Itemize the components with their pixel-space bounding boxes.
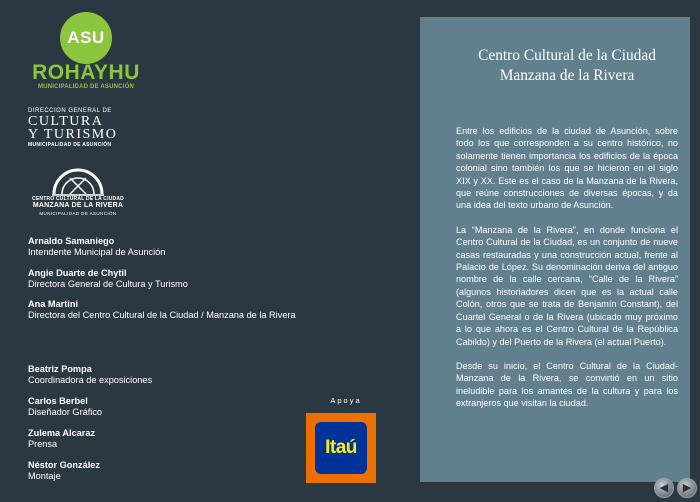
- panel-paragraph: Entre los edificios de la ciudad de Asunción, sobre todo los que corresponden a su centro histórico, no solamente tienen importancia los edificios de la época colonial sino también los que se hicieron en el siglo XIX y XX. Este es el caso de la Manzana de la Rivera, que reúne construcciones de diversas épocas, y da una idea del texto urbano de Asunción.: [456, 126, 678, 211]
- credit-entry: [28, 396, 102, 419]
- credit-entry: [28, 268, 188, 291]
- credit-role: Montaje: [28, 471, 61, 482]
- centro-cultural-logo: [28, 166, 128, 216]
- centro-logo-line3: MUNICIPALIDAD DE ASUNCIÓN: [39, 211, 117, 216]
- itau-logo-text: Itaú: [325, 437, 357, 458]
- panel-paragraph: La “Manzana de la Rivera”, en donde funciona el Centro Cultural de la Ciudad, es un conjunto de nueve casas restauradas y una construcción actual, frente al Palacio de López. Su denominación deriva del antiguo nombre de la calle cercana, “Calle de la Rivera” (algunos historiadores dicen que es la actual calle Colón, otros que se trata de Benjamín Constant), del Cuartel General o de la Rivera (ubicado muy próximo a lo que ahora es el Centro Cultural de la República Cabildo) y del Puerto de la Rivera (el actual Puerto).: [456, 224, 678, 347]
- info-panel: [420, 17, 690, 482]
- cultura-logo-line1: DIRECCION GENERAL DE: [28, 108, 112, 114]
- credit-name: Arnaldo Samaniego: [28, 236, 115, 246]
- asu-logo-word: ROHAYHU: [32, 61, 140, 84]
- panel-title: [420, 46, 700, 86]
- credit-name: Néstor González: [28, 460, 100, 470]
- centro-logo-line2: MANZANA DE LA RIVERA: [32, 202, 124, 209]
- asu-circle-badge: [60, 12, 112, 64]
- credit-role: Directora del Centro Cultural de la Ciudad / Manzana de la Rivera: [28, 310, 296, 321]
- next-page-button[interactable]: [677, 478, 697, 498]
- asu-logo-subtitle: MUNICIPALIDAD DE ASUNCIÓN: [38, 84, 134, 90]
- credit-role: Intendente Municipal de Asunción: [28, 247, 166, 258]
- sponsor-label: Apoya: [330, 396, 362, 405]
- panel-title-line2: Manzana de la Rivera: [499, 67, 635, 84]
- cultura-logo-line4: MUNICIPALIDAD DE ASUNCIÓN: [28, 142, 112, 148]
- credit-entry: [28, 460, 100, 483]
- arrow-right-icon: ▶: [682, 481, 692, 494]
- credit-name: Ana Martini: [28, 299, 79, 309]
- panel-body: [456, 125, 678, 422]
- credit-role: Coordinadora de exposiciones: [28, 375, 153, 386]
- credit-entry: [28, 364, 152, 387]
- cultura-logo-line2: CULTURA: [28, 114, 104, 129]
- credit-name: Carlos Berbel: [28, 396, 88, 406]
- credit-role: Directora General de Cultura y Turismo: [28, 279, 188, 290]
- cultura-turismo-logo: [28, 108, 128, 150]
- panel-paragraph: Desde su inicio, el Centro Cultural de la Ciudad-Manzana de la Rivera, se convirtió en un sitio ineludible para los amantes de la cultura y para los extranjeros que visitan la ciudad.: [456, 360, 678, 409]
- asu-circle-text: ASU: [67, 28, 105, 47]
- credit-entry: [28, 236, 165, 259]
- credit-name: Angie Duarte de Chytil: [28, 268, 127, 278]
- itau-logo: [306, 413, 376, 483]
- itau-logo-inner: [315, 422, 367, 474]
- arrow-left-icon: ◀: [659, 481, 669, 494]
- credit-role: Diseñador Gráfico: [28, 407, 103, 418]
- previous-page-button[interactable]: [654, 478, 674, 498]
- centro-logo-line1: CENTRO CULTURAL DE LA CIUDAD: [32, 196, 124, 202]
- credit-entry: [28, 428, 95, 451]
- arch-emblem-icon: [48, 166, 108, 196]
- credit-name: Beatriz Pompa: [28, 364, 92, 374]
- credit-entry: [28, 299, 296, 322]
- cultura-logo-line3: Y TURISMO: [28, 127, 118, 142]
- panel-title-line1: Centro Cultural de la Ciudad: [478, 47, 656, 64]
- credit-role: Prensa: [28, 439, 58, 450]
- credit-name: Zulema Alcaraz: [28, 428, 96, 438]
- asu-rohayhu-logo: [28, 12, 144, 92]
